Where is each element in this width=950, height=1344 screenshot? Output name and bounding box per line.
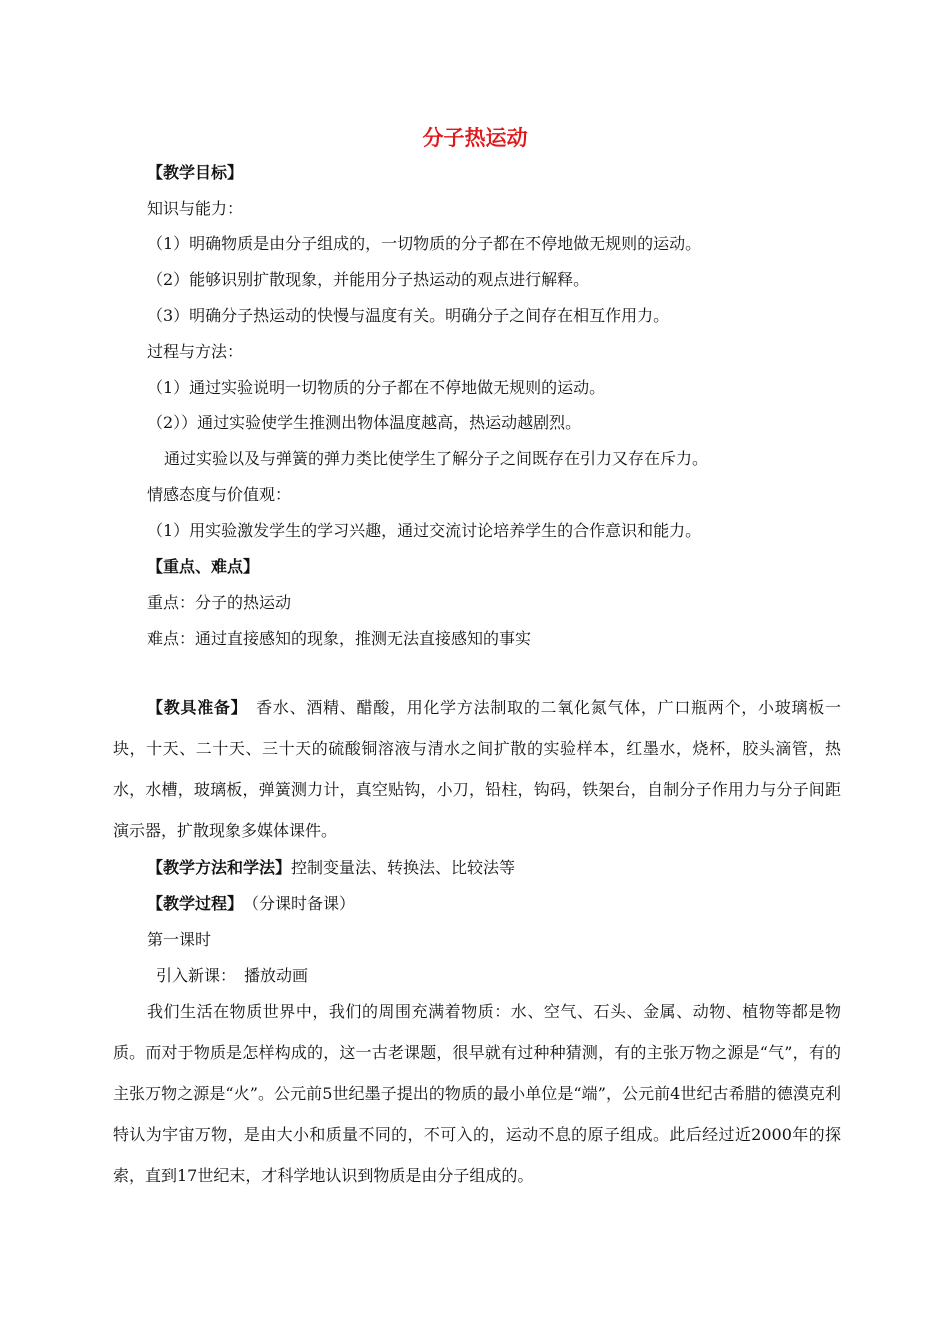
equipment-text: 香水、酒精、醋酸，用化学方法制取的二氧化氮气体，广口瓶两个，小玻璃板一块，十天、二十天、三十天的硫酸铜溶液与清水之间扩散的实验样本，红墨水，烧杯，胶头滴管，热水，水槽，玻璃板，弹簧测力计，真空贴钩，小刀，铅柱，钩码，铁架台，自制分子作用力与分子间距演示器，扩散现象多媒体课件。: [113, 698, 841, 840]
knowledge-item: （3）明确分子热运动的快慢与温度有关。明确分子之间存在相互作用力。: [147, 306, 670, 325]
process-label: 过程与方法：: [147, 342, 244, 361]
process-line: [147, 893, 355, 915]
process-item: （2））通过实验使学生推测出物体温度越高，热运动越剧烈。: [147, 413, 582, 432]
key-point: 重点：分子的热运动: [147, 593, 292, 612]
objectives-heading: 【教学目标】: [147, 163, 244, 182]
methods-line: [147, 857, 515, 879]
process-item: （1）通过实验说明一切物质的分子都在不停地做无规则的运动。: [147, 378, 606, 397]
lesson-label: 第一课时: [147, 930, 212, 949]
process-heading: 【教学过程】: [147, 894, 236, 913]
knowledge-item: （2）能够识别扩散现象，并能用分子热运动的观点进行解释。: [147, 270, 590, 289]
methods-text: 控制变量法、转换法、比较法等: [291, 858, 516, 877]
process-item: 通过实验以及与弹簧的弹力类比使学生了解分子之间既存在引力又存在斥力。: [164, 449, 709, 468]
process-note: （分课时备课）: [251, 894, 356, 913]
history-paragraph: 我们生活在物质世界中，我们的周围充满着物质：水、空气、石头、金属、动物、植物等都是物质。而对于物质是怎样构成的，这一古老课题，很早就有过种种猜测，有的主张万物之源是“气”，有的主张万物之源是“火”。公元前5世纪墨子提出的物质的最小单位是“端”，公元前4世纪古希腊的德漠克利特认为宇宙万物，是由大小和质量不同的，不可入的，运动不息的原子组成。此后经过近2000年的探索，直到17世纪末，才科学地认识到物质是由分子组成的。: [113, 1002, 841, 1185]
attitude-label: 情感态度与价值观：: [147, 485, 292, 504]
document-title: 分子热运动: [422, 126, 528, 150]
attitude-item: （1）用实验激发学生的学习兴趣，通过交流讨论培养学生的合作意识和能力。: [147, 521, 702, 540]
intro-line: 引入新课： 播放动画: [156, 966, 309, 985]
knowledge-item: （1）明确物质是由分子组成的，一切物质的分子都在不停地做无规则的运动。: [147, 234, 702, 253]
difficulty-point: 难点：通过直接感知的现象，推测无法直接感知的事实: [147, 629, 532, 648]
key-points-heading: 【重点、难点】: [147, 557, 260, 576]
knowledge-label: 知识与能力：: [147, 199, 244, 218]
equipment-heading: 【教具准备】: [147, 698, 240, 717]
equipment-section: [113, 687, 841, 851]
methods-heading: 【教学方法和学法】: [147, 858, 292, 877]
